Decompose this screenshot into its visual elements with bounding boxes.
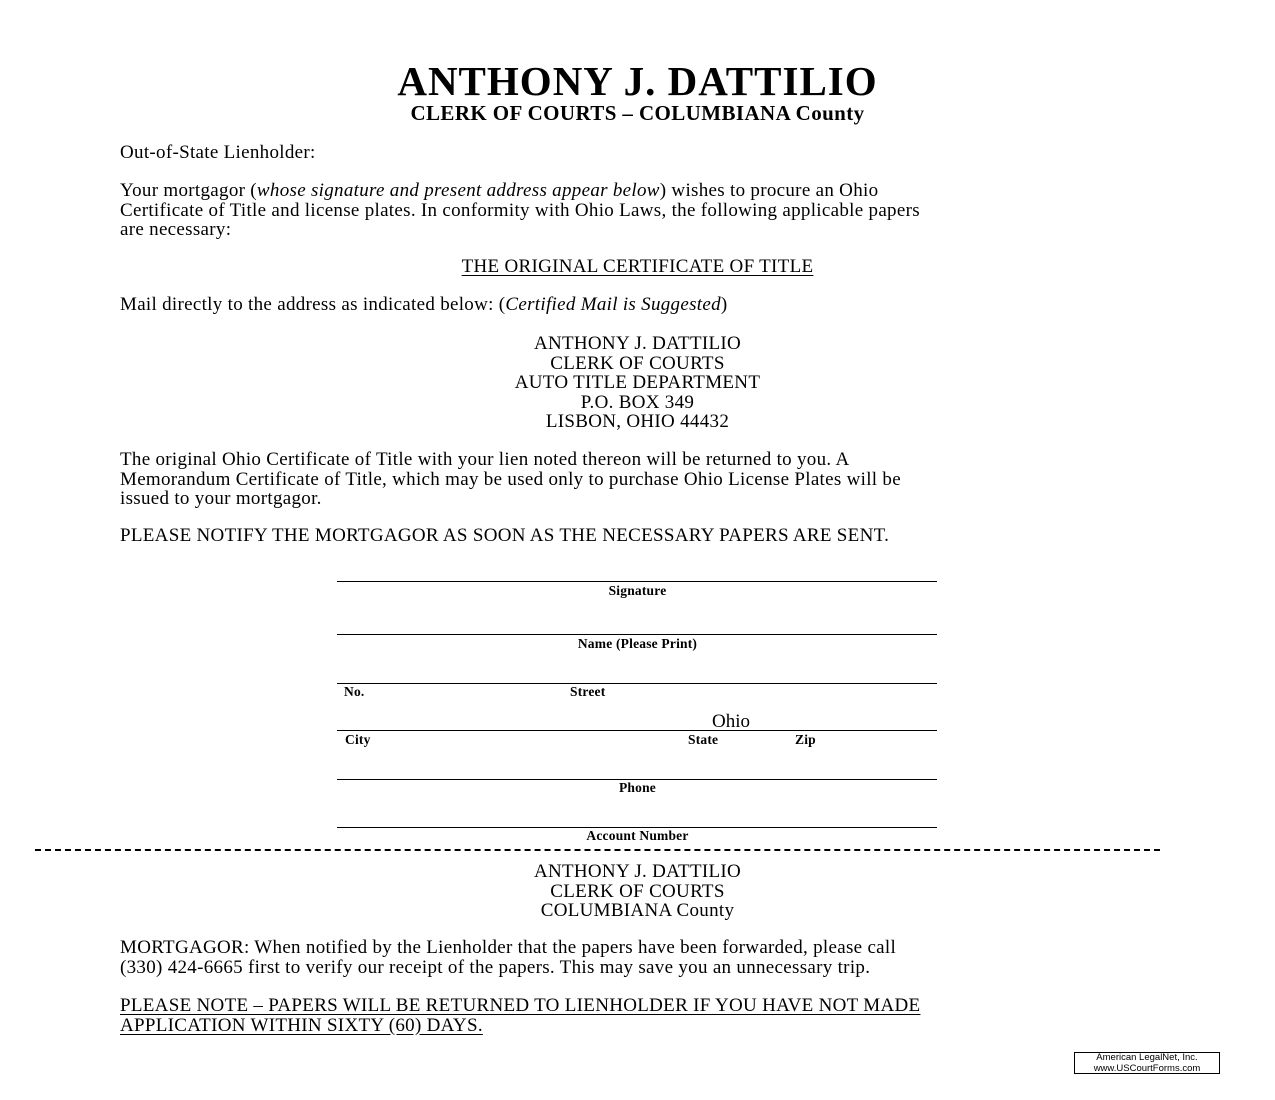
mortgagor-notice-paragraph [120, 938, 1170, 977]
return-notice-line: The original Ohio Certificate of Title with your lien noted thereon will be returned to you. A [120, 449, 850, 470]
address-line: AUTO TITLE DEPARTMENT [514, 372, 761, 393]
intro-line-2: Certificate of Title and license plates. In conformity with Ohio Laws, the following applicable papers [120, 199, 920, 221]
city-state-zip-line[interactable] [337, 730, 937, 731]
lower-header-line: COLUMBIANA County [540, 900, 735, 921]
address-line: CLERK OF COURTS [550, 352, 725, 374]
lower-header-line: ANTHONY J. DATTILIO [533, 861, 742, 882]
intro-line-3: are necessary: [120, 219, 232, 240]
clerk-name-heading: ANTHONY J. DATTILIO [397, 58, 878, 104]
state-label: State [688, 732, 719, 747]
certified-mail-note: Certified Mail is Suggested [505, 294, 721, 315]
intro-text-start: Your mortgagor ( [120, 180, 257, 201]
salutation: Out-of-State Lienholder: [120, 142, 316, 163]
address-line: LISBON, OHIO 44432 [545, 411, 730, 432]
notify-mortgagor-notice: PLEASE NOTIFY THE MORTGAGOR AS SOON AS THE NECESSARY PAPERS ARE SENT. [120, 525, 890, 546]
name-line[interactable] [337, 634, 937, 635]
tear-off-divider [35, 849, 1160, 851]
return-notice-line: issued to your mortgagor. [120, 488, 322, 509]
address-line: ANTHONY J. DATTILIO [533, 333, 742, 354]
state-value: Ohio [712, 711, 750, 732]
publisher-website: www.USCourtForms.com [1093, 1062, 1201, 1074]
street-label: Street [570, 684, 606, 699]
lower-header-block [0, 862, 1275, 921]
zip-label: Zip [795, 732, 816, 747]
lower-header-line: CLERK OF COURTS [550, 880, 725, 902]
city-label: City [345, 732, 371, 747]
phone-label: Phone [618, 780, 656, 795]
mailing-address-block [0, 334, 1275, 432]
final-notice-paragraph [120, 996, 1170, 1035]
final-notice-line: APPLICATION WITHIN SIXTY (60) DAYS. [120, 1014, 483, 1036]
intro-italic-text: whose signature and present address appear below [256, 180, 660, 201]
publisher-name: American LegalNet, Inc. [1096, 1052, 1198, 1063]
signature-label: Signature [608, 583, 667, 598]
mail-instruction-text: Mail directly to the address as indicated below: ( [120, 294, 506, 315]
publisher-footer-box [1074, 1052, 1220, 1074]
signature-line[interactable] [337, 581, 937, 582]
mail-instruction-close: ) [720, 294, 728, 315]
intro-line-1 [120, 181, 1170, 201]
mortgagor-notice-line: MORTGAGOR: When notified by the Lienholder that the papers have been forwarded, please call [120, 937, 897, 958]
return-notice-paragraph [120, 450, 1170, 509]
intro-paragraph [120, 181, 1170, 240]
address-line: P.O. BOX 349 [580, 391, 695, 413]
name-label: Name (Please Print) [577, 636, 698, 651]
final-notice-line: PLEASE NOTE – PAPERS WILL BE RETURNED TO LIENHOLDER IF YOU HAVE NOT MADE [120, 995, 921, 1016]
mail-instruction [120, 295, 728, 315]
required-document-title [0, 257, 1275, 277]
intro-text-end: ) wishes to procure an Ohio [659, 180, 879, 201]
office-subheading: CLERK OF COURTS – COLUMBIANA County [410, 101, 865, 125]
return-notice-line: Memorandum Certificate of Title, which may be used only to purchase Ohio License Plates will be [120, 468, 901, 490]
account-number-label: Account Number [586, 828, 689, 843]
required-document-text: THE ORIGINAL CERTIFICATE OF TITLE [461, 256, 814, 277]
mortgagor-notice-line: (330) 424-6665 first to verify our receipt of the papers. This may save you an unnecessary trip. [120, 956, 871, 978]
street-address-line[interactable] [337, 683, 937, 684]
number-label: No. [344, 684, 365, 699]
